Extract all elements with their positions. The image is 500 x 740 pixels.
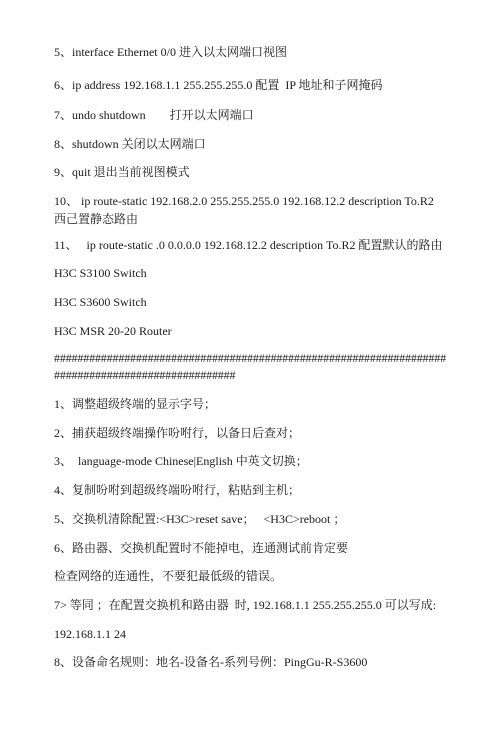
command-line-route-static: 10、 ip route-static 192.168.2.0 255.255.255.0 192.168.12.2 description To.R2 西己置静态路由 bbox=[54, 194, 434, 226]
tip-8-naming-rule: 8、设备命名规则：地名-设备名-系列号例：PingGu-R-S3600 bbox=[54, 655, 368, 669]
tip-3-language-mode: 3、 language-mode Chinese|English 中英文切换； bbox=[54, 454, 308, 468]
tip-4-copy-commands: 4、复制吩咐到超级终端吩咐行，粘贴到主机； bbox=[54, 483, 301, 497]
tip-1-font-size: 1、调整超级终端的显示字号； bbox=[54, 397, 217, 411]
device-name-s3600: H3C S3600 Switch bbox=[54, 295, 147, 309]
command-line-shutdown: 8、shutdown 关闭以太网端口 bbox=[54, 137, 206, 151]
tip-6-power: 6、路由器、交换机配置时不能掉电，连通测试前肯定要 bbox=[54, 541, 349, 555]
tip-5-reset-config: 5、交换机清除配置:<H3C>reset save； <H3C>reboot ； bbox=[54, 512, 346, 526]
command-line-interface-ethernet: 5、interface Ethernet 0/0 进入以太网端口视图 bbox=[54, 45, 287, 59]
hash-separator: ################################################################################################## bbox=[54, 351, 446, 383]
device-name-msr-router: H3C MSR 20-20 Router bbox=[54, 324, 172, 338]
tip-6-continuation: 检查网络的连通性，不要犯最低级的错误。 bbox=[54, 569, 283, 583]
command-line-undo-shutdown: 7、undo shutdown 打开以太网端口 bbox=[54, 108, 254, 122]
tip-2-capture-commands: 2、捕获超级终端操作吩咐行，以备日后查对； bbox=[54, 426, 301, 440]
tip-7-mask-shorthand: 7> 等同 ；在配置交换机和路由器 时, 192.168.1.1 255.255.255.0 可以写成: bbox=[54, 598, 437, 612]
tip-7-example: 192.168.1.1 24 bbox=[54, 627, 126, 641]
command-line-ip-address: 6、ip address 192.168.1.1 255.255.255.0 配置 IP 地址和子网掩码 bbox=[54, 78, 383, 92]
device-name-s3100: H3C S3100 Switch bbox=[54, 266, 147, 280]
command-line-default-route: 11、 ip route-static .0 0.0.0.0 192.168.12.2 description To.R2 配置默认的路由 bbox=[54, 238, 443, 252]
command-line-quit: 9、quit 退出当前视图模式 bbox=[54, 165, 190, 179]
